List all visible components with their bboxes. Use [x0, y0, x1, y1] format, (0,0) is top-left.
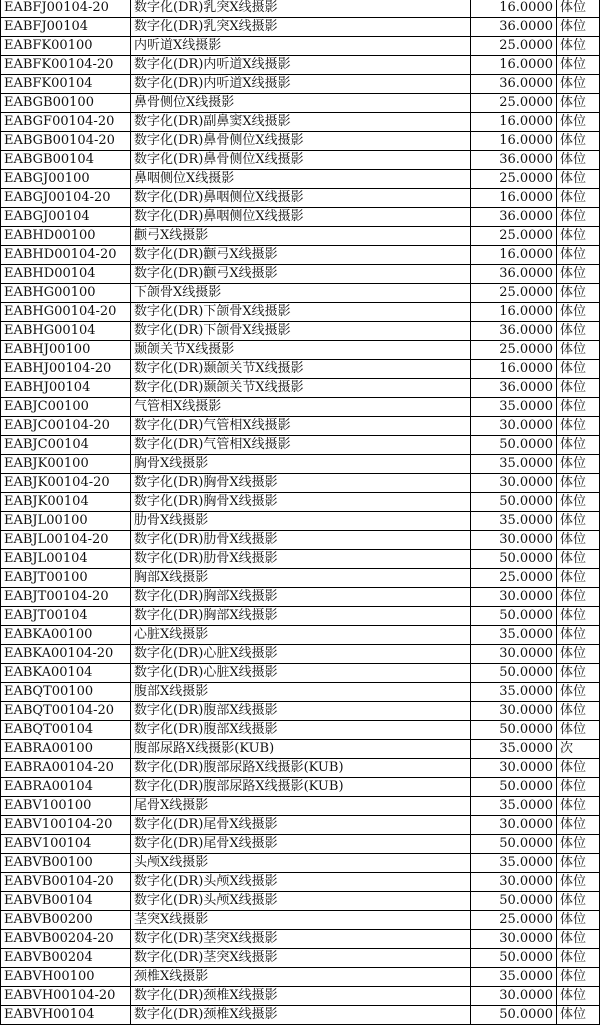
item-code-cell: EABVB00104	[1, 892, 131, 911]
item-code-cell: EABJT00104-20	[1, 588, 131, 607]
item-code-cell: EABJL00104	[1, 550, 131, 569]
table-row	[1, 550, 600, 569]
item-unit-cell: 体位	[557, 968, 600, 987]
item-unit-cell: 体位	[557, 189, 600, 208]
item-unit-cell: 体位	[557, 873, 600, 892]
item-code-cell: EABJC00104-20	[1, 417, 131, 436]
item-price-cell: 35.0000	[471, 398, 557, 417]
item-code-cell: EABV100104-20	[1, 816, 131, 835]
item-price-cell: 25.0000	[471, 170, 557, 189]
table-row	[1, 113, 600, 132]
table-row	[1, 75, 600, 94]
item-code-cell: EABGJ00100	[1, 170, 131, 189]
table-row	[1, 417, 600, 436]
item-price-cell: 30.0000	[471, 816, 557, 835]
item-price-cell: 36.0000	[471, 18, 557, 37]
table-row	[1, 721, 600, 740]
item-name-cell: 数字化(DR)颈椎X线摄影	[131, 1006, 471, 1025]
item-unit-cell: 体位	[557, 531, 600, 550]
item-unit-cell: 体位	[557, 550, 600, 569]
item-name-cell: 数字化(DR)头颅X线摄影	[131, 892, 471, 911]
table-row	[1, 56, 600, 75]
item-name-cell: 数字化(DR)肋骨X线摄影	[131, 550, 471, 569]
item-name-cell: 颧弓X线摄影	[131, 227, 471, 246]
item-code-cell: EABKA00100	[1, 626, 131, 645]
item-price-cell: 50.0000	[471, 1006, 557, 1025]
item-unit-cell: 体位	[557, 512, 600, 531]
table-row	[1, 740, 600, 759]
item-unit-cell: 体位	[557, 455, 600, 474]
item-code-cell: EABVB00200	[1, 911, 131, 930]
item-price-cell: 50.0000	[471, 550, 557, 569]
table-row	[1, 873, 600, 892]
table-row	[1, 569, 600, 588]
item-price-cell: 35.0000	[471, 512, 557, 531]
item-price-cell: 50.0000	[471, 721, 557, 740]
item-price-cell: 25.0000	[471, 284, 557, 303]
item-unit-cell: 体位	[557, 854, 600, 873]
item-name-cell: 数字化(DR)茎突X线摄影	[131, 930, 471, 949]
item-name-cell: 数字化(DR)鼻骨侧位X线摄影	[131, 151, 471, 170]
item-unit-cell: 体位	[557, 56, 600, 75]
item-code-cell: EABHJ00104-20	[1, 360, 131, 379]
item-price-cell: 30.0000	[471, 873, 557, 892]
item-code-cell: EABJL00104-20	[1, 531, 131, 550]
item-price-cell: 35.0000	[471, 683, 557, 702]
item-name-cell: 数字化(DR)颧弓X线摄影	[131, 265, 471, 284]
item-unit-cell: 体位	[557, 18, 600, 37]
item-code-cell: EABHG00104	[1, 322, 131, 341]
table-row	[1, 512, 600, 531]
item-code-cell: EABJC00100	[1, 398, 131, 417]
table-row	[1, 37, 600, 56]
table-row	[1, 626, 600, 645]
item-unit-cell: 体位	[557, 588, 600, 607]
table-row	[1, 151, 600, 170]
item-price-cell: 36.0000	[471, 322, 557, 341]
item-price-cell: 35.0000	[471, 797, 557, 816]
item-unit-cell: 体位	[557, 379, 600, 398]
item-unit-cell: 体位	[557, 949, 600, 968]
item-price-cell: 50.0000	[471, 493, 557, 512]
item-code-cell: EABFJ00104-20	[1, 0, 131, 18]
item-unit-cell: 体位	[557, 569, 600, 588]
table-row	[1, 341, 600, 360]
item-name-cell: 数字化(DR)腹部尿路X线摄影(KUB)	[131, 759, 471, 778]
item-code-cell: EABFK00104-20	[1, 56, 131, 75]
item-unit-cell: 体位	[557, 664, 600, 683]
item-unit-cell: 体位	[557, 702, 600, 721]
item-code-cell: EABGB00104-20	[1, 132, 131, 151]
item-name-cell: 数字化(DR)颈椎X线摄影	[131, 987, 471, 1006]
item-name-cell: 下颌骨X线摄影	[131, 284, 471, 303]
item-unit-cell: 体位	[557, 360, 600, 379]
item-price-cell: 25.0000	[471, 569, 557, 588]
table-row	[1, 455, 600, 474]
item-price-cell: 16.0000	[471, 246, 557, 265]
table-row	[1, 474, 600, 493]
item-code-cell: EABGB00104	[1, 151, 131, 170]
item-name-cell: 数字化(DR)下颌骨X线摄影	[131, 303, 471, 322]
item-unit-cell: 体位	[557, 778, 600, 797]
table-row	[1, 436, 600, 455]
item-code-cell: EABQT00104-20	[1, 702, 131, 721]
item-price-cell: 50.0000	[471, 607, 557, 626]
table-row	[1, 835, 600, 854]
item-price-cell: 50.0000	[471, 778, 557, 797]
table-row	[1, 987, 600, 1006]
item-code-cell: EABHD00104	[1, 265, 131, 284]
item-price-cell: 35.0000	[471, 740, 557, 759]
item-unit-cell: 体位	[557, 835, 600, 854]
item-unit-cell: 体位	[557, 436, 600, 455]
item-name-cell: 数字化(DR)鼻咽侧位X线摄影	[131, 189, 471, 208]
item-code-cell: EABGB00100	[1, 94, 131, 113]
table-row	[1, 645, 600, 664]
item-unit-cell: 体位	[557, 132, 600, 151]
table-row	[1, 170, 600, 189]
item-name-cell: 数字化(DR)腹部尿路X线摄影(KUB)	[131, 778, 471, 797]
item-price-cell: 35.0000	[471, 854, 557, 873]
item-price-cell: 25.0000	[471, 227, 557, 246]
item-unit-cell: 体位	[557, 1006, 600, 1025]
item-code-cell: EABFK00100	[1, 37, 131, 56]
item-code-cell: EABQT00104	[1, 721, 131, 740]
item-price-cell: 30.0000	[471, 474, 557, 493]
table-row	[1, 854, 600, 873]
item-name-cell: 数字化(DR)肋骨X线摄影	[131, 531, 471, 550]
table-row	[1, 398, 600, 417]
table-row	[1, 0, 600, 18]
item-name-cell: 数字化(DR)鼻骨侧位X线摄影	[131, 132, 471, 151]
item-code-cell: EABJK00100	[1, 455, 131, 474]
item-unit-cell: 体位	[557, 474, 600, 493]
item-name-cell: 数字化(DR)内听道X线摄影	[131, 75, 471, 94]
item-price-cell: 30.0000	[471, 702, 557, 721]
item-code-cell: EABJK00104	[1, 493, 131, 512]
item-unit-cell: 体位	[557, 892, 600, 911]
item-code-cell: EABVH00104-20	[1, 987, 131, 1006]
item-unit-cell: 体位	[557, 930, 600, 949]
item-name-cell: 数字化(DR)气管相X线摄影	[131, 417, 471, 436]
item-code-cell: EABRA00100	[1, 740, 131, 759]
item-price-cell: 50.0000	[471, 835, 557, 854]
table-row	[1, 664, 600, 683]
item-code-cell: EABGF00104-20	[1, 113, 131, 132]
item-code-cell: EABHG00100	[1, 284, 131, 303]
item-code-cell: EABVH00100	[1, 968, 131, 987]
table-row	[1, 360, 600, 379]
item-code-cell: EABJC00104	[1, 436, 131, 455]
item-unit-cell: 体位	[557, 0, 600, 18]
item-unit-cell: 次	[557, 740, 600, 759]
item-name-cell: 腹部X线摄影	[131, 683, 471, 702]
item-unit-cell: 体位	[557, 265, 600, 284]
item-name-cell: 数字化(DR)乳突X线摄影	[131, 0, 471, 18]
item-code-cell: EABJT00104	[1, 607, 131, 626]
item-price-cell: 16.0000	[471, 113, 557, 132]
item-unit-cell: 体位	[557, 208, 600, 227]
item-unit-cell: 体位	[557, 151, 600, 170]
item-unit-cell: 体位	[557, 398, 600, 417]
item-price-cell: 30.0000	[471, 987, 557, 1006]
table-row	[1, 227, 600, 246]
item-code-cell: EABFJ00104	[1, 18, 131, 37]
item-unit-cell: 体位	[557, 987, 600, 1006]
item-name-cell: 数字化(DR)颞颌关节X线摄影	[131, 379, 471, 398]
item-price-cell: 30.0000	[471, 930, 557, 949]
table-row	[1, 1006, 600, 1025]
table-row	[1, 303, 600, 322]
item-unit-cell: 体位	[557, 37, 600, 56]
item-price-cell: 36.0000	[471, 265, 557, 284]
item-price-cell: 16.0000	[471, 303, 557, 322]
item-price-cell: 30.0000	[471, 531, 557, 550]
item-price-cell: 50.0000	[471, 949, 557, 968]
item-unit-cell: 体位	[557, 341, 600, 360]
item-price-cell: 25.0000	[471, 341, 557, 360]
item-unit-cell: 体位	[557, 322, 600, 341]
item-unit-cell: 体位	[557, 911, 600, 930]
item-code-cell: EABKA00104	[1, 664, 131, 683]
item-name-cell: 数字化(DR)腹部X线摄影	[131, 702, 471, 721]
item-name-cell: 颞颌关节X线摄影	[131, 341, 471, 360]
item-name-cell: 数字化(DR)头颅X线摄影	[131, 873, 471, 892]
table-row	[1, 949, 600, 968]
item-name-cell: 数字化(DR)下颌骨X线摄影	[131, 322, 471, 341]
item-code-cell: EABV100100	[1, 797, 131, 816]
item-code-cell: EABJK00104-20	[1, 474, 131, 493]
item-unit-cell: 体位	[557, 683, 600, 702]
item-code-cell: EABRA00104-20	[1, 759, 131, 778]
item-code-cell: EABGJ00104	[1, 208, 131, 227]
item-name-cell: 数字化(DR)茎突X线摄影	[131, 949, 471, 968]
item-unit-cell: 体位	[557, 417, 600, 436]
item-unit-cell: 体位	[557, 94, 600, 113]
table-row	[1, 797, 600, 816]
table-row	[1, 322, 600, 341]
table-row	[1, 778, 600, 797]
table-row	[1, 702, 600, 721]
table-row	[1, 265, 600, 284]
item-price-cell: 16.0000	[471, 132, 557, 151]
item-unit-cell: 体位	[557, 246, 600, 265]
item-price-cell: 36.0000	[471, 151, 557, 170]
item-name-cell: 鼻咽侧位X线摄影	[131, 170, 471, 189]
table-row	[1, 759, 600, 778]
table-row	[1, 246, 600, 265]
item-code-cell: EABFK00104	[1, 75, 131, 94]
item-name-cell: 内听道X线摄影	[131, 37, 471, 56]
item-name-cell: 腹部尿路X线摄影(KUB)	[131, 740, 471, 759]
item-name-cell: 胸部X线摄影	[131, 569, 471, 588]
item-code-cell: EABHD00100	[1, 227, 131, 246]
item-code-cell: EABQT00100	[1, 683, 131, 702]
table-row	[1, 911, 600, 930]
table-row	[1, 18, 600, 37]
table-row	[1, 379, 600, 398]
table-row	[1, 189, 600, 208]
item-price-cell: 25.0000	[471, 37, 557, 56]
item-code-cell: EABVB00104-20	[1, 873, 131, 892]
item-name-cell: 数字化(DR)内听道X线摄影	[131, 56, 471, 75]
item-price-cell: 16.0000	[471, 56, 557, 75]
table-row	[1, 132, 600, 151]
table-row	[1, 892, 600, 911]
item-price-cell: 50.0000	[471, 892, 557, 911]
item-unit-cell: 体位	[557, 493, 600, 512]
item-name-cell: 数字化(DR)颞颌关节X线摄影	[131, 360, 471, 379]
item-unit-cell: 体位	[557, 759, 600, 778]
item-unit-cell: 体位	[557, 113, 600, 132]
item-price-cell: 36.0000	[471, 379, 557, 398]
item-name-cell: 数字化(DR)心脏X线摄影	[131, 645, 471, 664]
item-price-cell: 36.0000	[471, 75, 557, 94]
item-name-cell: 数字化(DR)副鼻窦X线摄影	[131, 113, 471, 132]
item-code-cell: EABRA00104	[1, 778, 131, 797]
item-unit-cell: 体位	[557, 721, 600, 740]
item-code-cell: EABGJ00104-20	[1, 189, 131, 208]
item-unit-cell: 体位	[557, 797, 600, 816]
item-name-cell: 数字化(DR)乳突X线摄影	[131, 18, 471, 37]
item-code-cell: EABKA00104-20	[1, 645, 131, 664]
item-name-cell: 茎突X线摄影	[131, 911, 471, 930]
item-price-cell: 50.0000	[471, 664, 557, 683]
table-row	[1, 531, 600, 550]
item-name-cell: 数字化(DR)胸骨X线摄影	[131, 493, 471, 512]
table-row	[1, 208, 600, 227]
table-row	[1, 588, 600, 607]
item-code-cell: EABHD00104-20	[1, 246, 131, 265]
item-unit-cell: 体位	[557, 626, 600, 645]
table-row	[1, 284, 600, 303]
item-name-cell: 胸骨X线摄影	[131, 455, 471, 474]
item-unit-cell: 体位	[557, 75, 600, 94]
item-unit-cell: 体位	[557, 303, 600, 322]
item-price-cell: 35.0000	[471, 455, 557, 474]
item-price-cell: 35.0000	[471, 626, 557, 645]
item-code-cell: EABVB00100	[1, 854, 131, 873]
table-row	[1, 683, 600, 702]
item-unit-cell: 体位	[557, 645, 600, 664]
item-name-cell: 数字化(DR)尾骨X线摄影	[131, 816, 471, 835]
item-price-cell: 16.0000	[471, 360, 557, 379]
table-row	[1, 816, 600, 835]
item-code-cell: EABVB00204-20	[1, 930, 131, 949]
item-unit-cell: 体位	[557, 227, 600, 246]
item-price-cell: 30.0000	[471, 645, 557, 664]
item-code-cell: EABV100104	[1, 835, 131, 854]
item-price-cell: 35.0000	[471, 968, 557, 987]
table-row	[1, 94, 600, 113]
item-price-cell: 36.0000	[471, 208, 557, 227]
item-code-cell: EABVH00104	[1, 1006, 131, 1025]
item-name-cell: 数字化(DR)心脏X线摄影	[131, 664, 471, 683]
item-unit-cell: 体位	[557, 607, 600, 626]
item-code-cell: EABJT00100	[1, 569, 131, 588]
item-name-cell: 鼻骨侧位X线摄影	[131, 94, 471, 113]
item-name-cell: 头颅X线摄影	[131, 854, 471, 873]
item-name-cell: 尾骨X线摄影	[131, 797, 471, 816]
item-code-cell: EABHJ00100	[1, 341, 131, 360]
item-price-cell: 16.0000	[471, 0, 557, 18]
item-name-cell: 数字化(DR)胸部X线摄影	[131, 588, 471, 607]
item-price-cell: 16.0000	[471, 189, 557, 208]
item-name-cell: 数字化(DR)颧弓X线摄影	[131, 246, 471, 265]
item-name-cell: 数字化(DR)气管相X线摄影	[131, 436, 471, 455]
item-price-cell: 25.0000	[471, 94, 557, 113]
table-body	[1, 0, 600, 1025]
item-price-cell: 25.0000	[471, 911, 557, 930]
item-name-cell: 数字化(DR)胸骨X线摄影	[131, 474, 471, 493]
item-code-cell: EABHJ00104	[1, 379, 131, 398]
item-unit-cell: 体位	[557, 284, 600, 303]
item-price-cell: 30.0000	[471, 759, 557, 778]
table-row	[1, 493, 600, 512]
item-name-cell: 肋骨X线摄影	[131, 512, 471, 531]
item-code-cell: EABVB00204	[1, 949, 131, 968]
item-name-cell: 数字化(DR)鼻咽侧位X线摄影	[131, 208, 471, 227]
table-row	[1, 968, 600, 987]
item-unit-cell: 体位	[557, 170, 600, 189]
item-name-cell: 气管相X线摄影	[131, 398, 471, 417]
item-price-cell: 30.0000	[471, 588, 557, 607]
item-price-cell: 50.0000	[471, 436, 557, 455]
item-name-cell: 数字化(DR)腹部X线摄影	[131, 721, 471, 740]
item-price-cell: 30.0000	[471, 417, 557, 436]
item-code-cell: EABJL00100	[1, 512, 131, 531]
item-name-cell: 数字化(DR)胸部X线摄影	[131, 607, 471, 626]
item-unit-cell: 体位	[557, 816, 600, 835]
item-code-cell: EABHG00104-20	[1, 303, 131, 322]
table-row	[1, 930, 600, 949]
table-row	[1, 607, 600, 626]
item-name-cell: 心脏X线摄影	[131, 626, 471, 645]
item-name-cell: 颈椎X线摄影	[131, 968, 471, 987]
item-name-cell: 数字化(DR)尾骨X线摄影	[131, 835, 471, 854]
